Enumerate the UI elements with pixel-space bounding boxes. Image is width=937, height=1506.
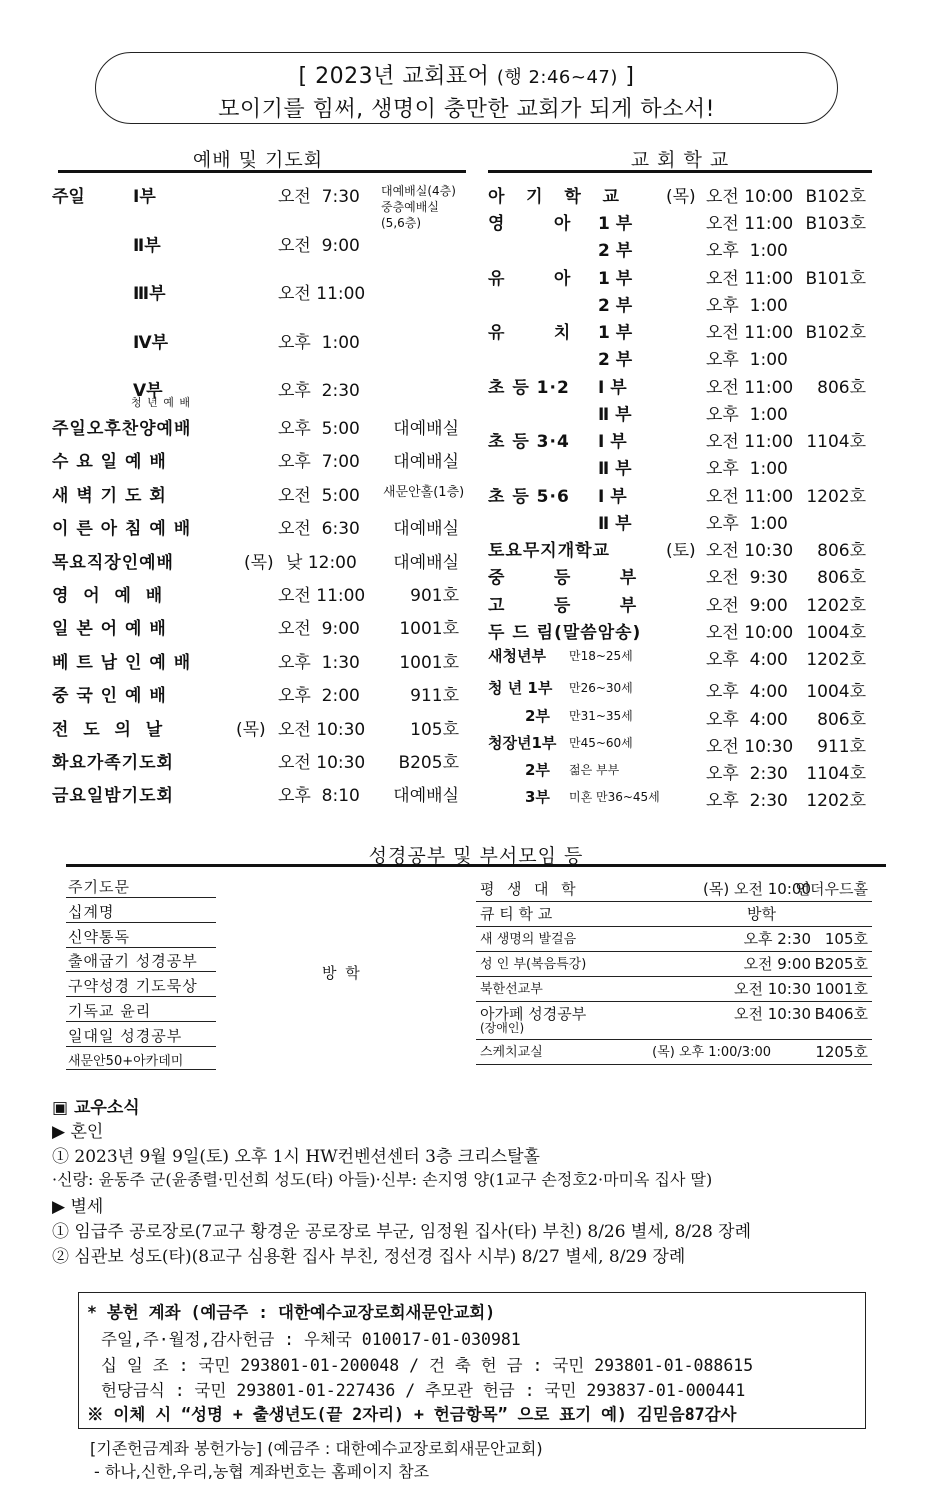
study-row-room: B406호: [814, 1005, 868, 1023]
service-time: 오전 7:30: [278, 187, 360, 207]
school-part: Ⅰ 부: [598, 432, 627, 452]
school-time: 오전 9:00: [706, 596, 788, 616]
school-name: 초 등 3·4: [488, 432, 570, 452]
worship-name: 영 어 예 배: [52, 586, 164, 606]
study-row: [476, 1041, 872, 1065]
worship-place: 1001호: [399, 652, 459, 673]
worship-name: 새 벽 기 도 회: [52, 485, 167, 506]
school-name: 영 아: [488, 214, 572, 234]
school-room: 806호: [817, 378, 866, 398]
worship-name: 목요직장인예배: [52, 552, 174, 573]
study-row-time: 오전 9:00: [743, 955, 811, 973]
worship-name: 이 른 아 침 예 배: [52, 519, 192, 540]
place-note-2: (5,6층): [381, 216, 422, 230]
school-time: 오전 11:00: [706, 269, 794, 289]
study-row: [476, 903, 872, 927]
school-time: 오전 10:30: [706, 541, 794, 561]
school-age-note: 만45~60세: [569, 736, 633, 750]
school-room: 1104호: [806, 432, 866, 452]
study-row-room: 1001호: [815, 980, 868, 998]
school-title: 교 회 학 교: [630, 149, 730, 171]
school-room: 806호: [817, 541, 866, 561]
school-day: (목): [666, 187, 696, 207]
worship-title: 예배 및 기도회: [192, 149, 324, 171]
school-time: 오전 11:00: [706, 487, 794, 507]
worship-place: 105호: [410, 719, 459, 740]
school-age-note: 만26~30세: [569, 681, 633, 695]
school-room: 806호: [817, 568, 866, 588]
school-time: 오전 10:30: [706, 737, 794, 757]
school-time: 오후 2:30: [706, 791, 788, 811]
death-line-2: ② 심관보 성도(타)(8교구 심용환 집사 부친, 정선경 집사 시부) 8/27 별세, 8/29 장례: [52, 1247, 686, 1267]
agape-sub: (장애인): [480, 1021, 525, 1035]
school-name: 토요무지개학교: [488, 541, 610, 561]
school-name: 초 등 5·6: [488, 487, 570, 507]
service-name: Ⅱ부: [133, 236, 161, 256]
worship-day: (목): [244, 552, 274, 573]
youth-note: 청 년 예 배: [131, 396, 191, 409]
school-name: 두 드 림(말씀암송): [488, 623, 642, 643]
worship-time: 오후 8:10: [278, 786, 360, 807]
school-part: 2 부: [598, 296, 633, 316]
school-part: 2 부: [598, 241, 633, 261]
worship-place: 대예배실: [393, 419, 459, 439]
school-name: 유 아: [488, 269, 572, 289]
square-icon: ▣: [52, 1098, 74, 1118]
school-room: B102호: [805, 187, 866, 207]
worship-name: 주일오후찬양예배: [52, 419, 192, 439]
school-time: 오후 1:00: [706, 241, 788, 261]
school-name: 3부: [525, 788, 550, 806]
school-time: 오전 11:00: [706, 432, 794, 452]
study-row-name: 스케치교실: [480, 1045, 543, 1060]
school-name: 중 등 부: [488, 568, 638, 588]
study-item: 일대일 성경공부: [66, 1025, 216, 1047]
offering-accounts-box: [78, 1292, 866, 1429]
school-time: 오후 4:00: [706, 650, 788, 670]
school-age-note: 미혼 만36~45세: [569, 790, 660, 804]
school-time: 오후 4:00: [706, 682, 788, 702]
worship-place: 1001호: [399, 619, 459, 640]
study-row: [476, 928, 872, 952]
accounts-line-3: 헌당금식 : 국민 293801-01-227436 / 추모관 헌금 : 국민 293837-01-000441: [101, 1381, 746, 1400]
wedding-head: ▶ 혼인: [52, 1122, 104, 1142]
worship-time: 오후 5:00: [278, 419, 360, 439]
worship-place: 911호: [410, 686, 459, 707]
school-time: 오후 1:00: [706, 405, 788, 425]
school-time: 오후 2:30: [706, 764, 788, 784]
death-line-1: ① 임급주 공로장로(7교구 황경운 공로장로 부군, 임정원 집사(타) 부친) 8/26 별세, 8/28 장례: [52, 1222, 752, 1242]
school-time: 오후 1:00: [706, 296, 788, 316]
school-time: 오전 11:00: [706, 378, 794, 398]
place-note-1: 중층예배실: [381, 200, 439, 214]
worship-time: 오전 10:30: [278, 719, 366, 740]
worship-time: 오전 5:00: [278, 485, 360, 506]
worship-name: 금요일밤기도회: [52, 786, 174, 807]
school-room: 1202호: [806, 650, 866, 670]
school-time: 오전 10:00: [706, 623, 794, 643]
worship-place: B205호: [398, 753, 459, 773]
service-time: 오후 1:00: [278, 333, 360, 353]
wedding-line-1: ① 2023년 9월 9일(토) 오후 1시 HW컨벤션센터 3층 크리스탈홀: [52, 1147, 540, 1167]
worship-time: 오전 11:00: [278, 586, 366, 606]
wedding-line-2: ·신랑: 윤동주 군(윤종렬·민선희 성도(타) 아들)·신부: 손지영 양(1교구 손정호2·마미옥 집사 딸): [52, 1170, 713, 1189]
school-time: 오전 10:00: [706, 187, 794, 207]
service-name: Ⅲ부: [133, 284, 166, 304]
study-row-name: 큐 티 학 교: [480, 905, 553, 923]
study-row-time: (목) 오후 1:00/3:00: [652, 1045, 771, 1060]
school-name: 아 기 학 교: [488, 187, 620, 207]
study-title: 성경공부 및 부서모임 등: [368, 845, 584, 867]
school-part: 1 부: [598, 269, 633, 289]
school-room: 806호: [817, 710, 866, 730]
school-name: 2부: [525, 761, 550, 779]
worship-time: 오전 10:30: [278, 753, 366, 773]
school-room: 1202호: [806, 596, 866, 616]
school-room: 1004호: [806, 623, 866, 643]
school-room: 1202호: [806, 487, 866, 507]
school-name: 유 치: [488, 323, 572, 343]
worship-time: 오전 6:30: [278, 519, 360, 540]
motto-line-2: 모이기를 힘써, 생명이 충만한 교회가 되게 하소서!: [218, 97, 715, 122]
school-name: 새청년부: [488, 647, 546, 665]
service-name: Ⅴ부: [133, 381, 163, 401]
school-time: 오전 11:00: [706, 323, 794, 343]
school-time: 오후 1:00: [706, 459, 788, 479]
study-row-room: 105호: [824, 930, 868, 948]
study-rule: [66, 864, 886, 867]
worship-name: 중 국 인 예 배: [52, 686, 167, 707]
worship-place: 대예배실: [393, 519, 459, 540]
school-part: Ⅰ 부: [598, 487, 627, 507]
footer-line-1: [기존헌금계좌 봉헌가능] (예금주 : 대한예수교장로회새문안교회): [90, 1439, 543, 1458]
study-row-name: 새 생명의 발걸음: [480, 932, 577, 947]
school-time: 오후 1:00: [706, 350, 788, 370]
study-row-name: 성 인 부(복음특강): [480, 957, 587, 972]
study-left-note: 방 학: [322, 964, 362, 982]
school-day: (토): [666, 541, 696, 561]
study-row-time: (목) 오전 10:00: [703, 880, 811, 898]
school-part: 2 부: [598, 350, 633, 370]
study-row-time: 방학: [747, 905, 776, 923]
school-room: 1202호: [806, 791, 866, 811]
school-age-note: 만31~35세: [569, 709, 633, 723]
worship-name: 일 본 어 예 배: [52, 619, 167, 640]
accounts-line-1: 주일,주·월정,감사헌금 : 우체국 010017-01-030981: [101, 1330, 521, 1349]
worship-name: 전 도 의 날: [52, 719, 164, 740]
school-room: B102호: [805, 323, 866, 343]
worship-time: 오후 7:00: [278, 452, 360, 473]
worship-time: 오후 2:00: [278, 686, 360, 707]
school-part: Ⅰ 부: [598, 378, 627, 398]
school-part: Ⅱ 부: [598, 405, 632, 425]
worship-name: 화요가족기도회: [52, 753, 174, 773]
worship-place: 901호: [410, 586, 459, 606]
study-item: 주기도문: [66, 876, 216, 898]
school-room: B101호: [805, 269, 866, 289]
school-age-note: 만18~25세: [569, 649, 633, 663]
worship-place: 대예배실: [393, 452, 459, 473]
school-room: B103호: [805, 214, 866, 234]
study-row: [476, 953, 872, 977]
service-time: 오후 2:30: [278, 381, 360, 401]
study-row-time: 오후 2:30: [743, 930, 811, 948]
study-row-room: 1205호: [815, 1043, 868, 1061]
service-time: 오전 9:00: [278, 236, 360, 256]
sunday-label: 주일: [52, 187, 85, 207]
study-item: 구약성경 기도묵상: [66, 975, 216, 997]
school-name: 2부: [525, 707, 550, 725]
school-room: 1004호: [806, 682, 866, 702]
school-part: 1 부: [598, 323, 633, 343]
worship-day: (목): [236, 719, 266, 740]
school-room: 911호: [817, 737, 866, 757]
study-item: 새문안50+아카데미: [66, 1050, 216, 1070]
worship-rule: [58, 170, 466, 173]
service-place: 대예배실(4층): [381, 184, 456, 198]
study-row-name: 북한선교부: [480, 982, 543, 997]
news-title: ▣ 교우소식: [52, 1098, 140, 1118]
school-room: 1104호: [806, 764, 866, 784]
study-row-name: 아가페 성경공부: [480, 1005, 587, 1023]
school-time: 오전 11:00: [706, 214, 794, 234]
school-name: 고 등 부: [488, 596, 638, 616]
school-part: Ⅱ 부: [598, 514, 632, 534]
study-row: [476, 978, 872, 1002]
service-name: Ⅳ부: [133, 333, 169, 353]
study-row: [476, 878, 872, 902]
worship-place: 새문안홀(1층): [383, 484, 465, 500]
motto-line-1: [ 2023년 교회표어 (행 2:46~47) ]: [298, 64, 635, 89]
study-row-time: 오전 10:30: [734, 1005, 811, 1023]
service-name: Ⅰ부: [133, 187, 156, 207]
motto-banner: [95, 52, 838, 124]
accounts-title: * 봉헌 계좌 (예금주 : 대한예수교장로회새문안교회): [87, 1303, 496, 1322]
school-name: 청 년 1부: [488, 679, 553, 697]
study-item: 출애굽기 성경공부: [66, 950, 216, 972]
study-item: 십계명: [66, 901, 216, 923]
school-time: 오전 9:30: [706, 568, 788, 588]
accounts-line-4: ※ 이체 시 “성명 + 출생년도(끝 2자리) + 헌금항목” 으로 표기 예) 김믿음87감사: [87, 1405, 737, 1424]
study-item: 기독교 윤리: [66, 1000, 216, 1022]
worship-name: 수 요 일 예 배: [52, 452, 167, 473]
study-row: [476, 1003, 872, 1040]
school-rule: [488, 170, 872, 173]
study-row-room: B205호: [814, 955, 868, 973]
worship-place: 대예배실: [393, 552, 459, 573]
worship-name: 베 트 남 인 예 배: [52, 652, 192, 673]
study-item: 신약통독: [66, 926, 216, 948]
death-head: ▶ 별세: [52, 1197, 104, 1217]
worship-time: 낮 12:00: [286, 552, 357, 573]
worship-place: 대예배실: [393, 786, 459, 807]
school-name: 초 등 1·2: [488, 378, 570, 398]
study-row-name: 평 생 대 학: [480, 880, 577, 898]
school-name: 청장년1부: [488, 734, 557, 752]
worship-time: 오후 1:30: [278, 652, 360, 673]
school-time: 오후 1:00: [706, 514, 788, 534]
study-row-time: 오전 10:30: [734, 980, 811, 998]
accounts-line-2: 십 일 조 : 국민 293801-01-200048 / 건 축 헌 금 : 국민 293801-01-088615: [101, 1356, 754, 1375]
footer-line-2: - 하나,신한,우리,농협 계좌번호는 홈페이지 참조: [94, 1462, 430, 1481]
service-time: 오전 11:00: [278, 284, 366, 304]
school-part: 1 부: [598, 214, 633, 234]
school-part: Ⅱ 부: [598, 459, 632, 479]
worship-time: 오전 9:00: [278, 619, 360, 640]
study-row-room: 언더우드홀: [795, 880, 868, 898]
school-age-note: 젊은 부부: [569, 763, 620, 777]
school-time: 오후 4:00: [706, 710, 788, 730]
